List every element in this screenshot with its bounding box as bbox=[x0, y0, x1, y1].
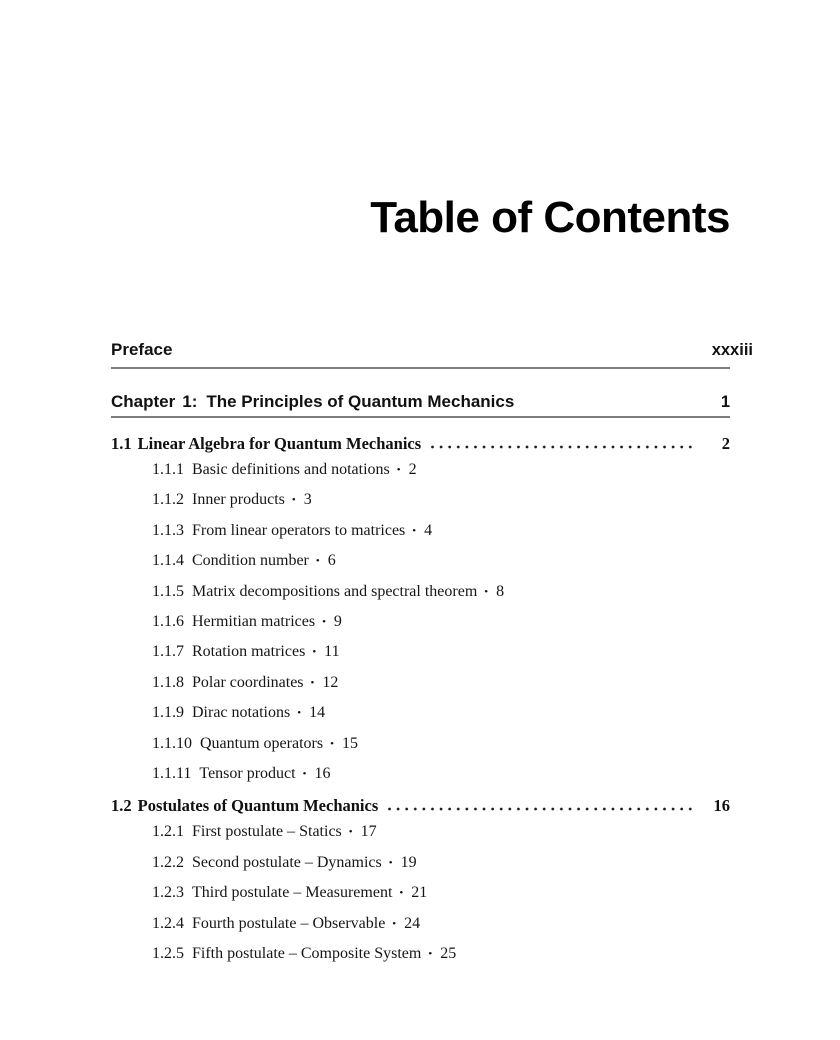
bullet-separator: • bbox=[310, 676, 315, 689]
toc-entry-chapter-1 bbox=[111, 392, 730, 418]
bullet-separator: • bbox=[322, 616, 326, 629]
bullet-separator: • bbox=[484, 585, 489, 598]
subsection-title: Rotation matrices bbox=[192, 643, 306, 661]
section-number: 1.2 bbox=[111, 796, 132, 816]
section-number: 1.1 bbox=[111, 434, 132, 453]
preface-label: Preface bbox=[111, 340, 173, 359]
subsection-title: Matrix decompositions and spectral theorem bbox=[192, 582, 478, 600]
bullet-separator: • bbox=[330, 737, 334, 750]
subsection-number: 1.1.3 bbox=[152, 521, 184, 539]
toc-subsection-row bbox=[152, 668, 730, 698]
section-title: Linear Algebra for Quantum Mechanics bbox=[137, 434, 422, 453]
subsection-title: Tensor product bbox=[199, 765, 296, 783]
subsection-title: Polar coordinates bbox=[192, 673, 304, 691]
subsection-page-number: 24 bbox=[404, 914, 421, 932]
subsection-title: Hermitian matrices bbox=[192, 613, 316, 631]
subsection-page-number: 3 bbox=[303, 491, 312, 509]
bullet-separator: • bbox=[297, 707, 302, 720]
chapter-heading bbox=[111, 392, 514, 412]
subsection-page-number: 19 bbox=[400, 853, 417, 871]
bullet-separator: • bbox=[291, 494, 296, 507]
subsection-number: 1.2.1 bbox=[152, 823, 184, 841]
toc-subsection-row bbox=[152, 637, 730, 667]
chapter-page-number: 1 bbox=[720, 393, 730, 411]
subsection-page-number: 17 bbox=[360, 823, 377, 841]
subsection-number: 1.2.2 bbox=[152, 853, 184, 871]
toc-subsection-row bbox=[152, 848, 730, 878]
toc-sections bbox=[111, 433, 730, 970]
subsection-title: Dirac notations bbox=[192, 704, 291, 722]
bullet-separator: • bbox=[396, 464, 401, 476]
toc-subsection-row bbox=[152, 939, 730, 969]
subsection-title: Third postulate – Measurement bbox=[192, 884, 393, 902]
bullet-separator: • bbox=[312, 646, 317, 659]
toc-subsection-row bbox=[152, 607, 730, 637]
subsection-title: Quantum operators bbox=[200, 734, 324, 752]
toc-subsection-row bbox=[152, 817, 730, 847]
bullet-separator: • bbox=[302, 768, 307, 781]
toc-subsection-row bbox=[152, 455, 730, 485]
toc-section-row bbox=[111, 433, 730, 455]
subsection-title: Second postulate – Dynamics bbox=[192, 853, 382, 871]
bullet-separator: • bbox=[412, 524, 417, 537]
subsection-title: Condition number bbox=[192, 552, 309, 570]
subsection-number: 1.1.4 bbox=[152, 552, 184, 570]
subsection-number: 1.1.9 bbox=[152, 704, 184, 722]
toc-subsection-row bbox=[152, 516, 730, 546]
subsection-number: 1.1.11 bbox=[152, 765, 192, 783]
subsection-number: 1.1.1 bbox=[152, 461, 184, 478]
bullet-separator: • bbox=[399, 887, 404, 900]
subsection-title: Basic definitions and notations bbox=[192, 461, 390, 478]
bullet-separator: • bbox=[388, 856, 393, 869]
toc-entry-preface bbox=[111, 339, 753, 369]
page-title: Table of Contents bbox=[370, 193, 730, 242]
chapter-title: The Principles of Quantum Mechanics bbox=[206, 392, 515, 411]
subsection-title: Inner products bbox=[192, 491, 285, 509]
dot-leader bbox=[388, 805, 691, 813]
bullet-separator: • bbox=[315, 555, 320, 568]
subsection-list bbox=[111, 455, 730, 789]
subsection-number: 1.1.5 bbox=[152, 582, 184, 600]
subsection-title: First postulate – Statics bbox=[192, 823, 342, 841]
bullet-separator: • bbox=[392, 917, 397, 930]
subsection-number: 1.2.5 bbox=[152, 945, 184, 963]
bullet-separator: • bbox=[428, 948, 433, 961]
toc-subsection-row bbox=[152, 878, 730, 908]
subsection-page-number: 2 bbox=[408, 461, 417, 478]
toc-subsection-row bbox=[152, 485, 730, 515]
chapter-label: Chapter bbox=[111, 392, 176, 411]
subsection-page-number: 25 bbox=[440, 945, 457, 963]
chapter-number: 1: bbox=[182, 392, 198, 411]
subsection-number: 1.2.3 bbox=[152, 884, 184, 902]
section-page-number: 2 bbox=[721, 434, 730, 453]
subsection-page-number: 14 bbox=[309, 704, 326, 722]
subsection-number: 1.1.2 bbox=[152, 491, 184, 509]
toc-section-row bbox=[111, 795, 730, 817]
toc-subsection-row bbox=[152, 577, 730, 607]
section-page-number: 16 bbox=[713, 796, 730, 816]
subsection-page-number: 12 bbox=[322, 673, 339, 691]
dot-leader bbox=[431, 443, 694, 451]
subsection-title: Fifth postulate – Composite System bbox=[192, 945, 422, 963]
section-title: Postulates of Quantum Mechanics bbox=[137, 796, 379, 816]
subsection-number: 1.1.6 bbox=[152, 613, 184, 631]
subsection-number: 1.1.8 bbox=[152, 673, 184, 691]
subsection-number: 1.2.4 bbox=[152, 914, 184, 932]
subsection-page-number: 6 bbox=[327, 552, 336, 570]
subsection-title: Fourth postulate – Observable bbox=[192, 914, 386, 932]
subsection-page-number: 21 bbox=[411, 884, 428, 902]
toc-subsection-row bbox=[152, 909, 730, 939]
preface-page-number: xxxiii bbox=[711, 341, 753, 359]
subsection-page-number: 16 bbox=[314, 765, 331, 783]
toc-subsection-row bbox=[152, 698, 730, 728]
subsection-number: 1.1.7 bbox=[152, 643, 184, 661]
subsection-page-number: 9 bbox=[333, 613, 342, 631]
subsection-list bbox=[111, 817, 730, 969]
subsection-number: 1.1.10 bbox=[152, 734, 192, 752]
bullet-separator: • bbox=[348, 826, 353, 839]
toc-subsection-row bbox=[152, 546, 730, 576]
subsection-page-number: 8 bbox=[496, 582, 505, 600]
subsection-page-number: 4 bbox=[424, 521, 433, 539]
toc-subsection-row bbox=[152, 759, 730, 789]
subsection-page-number: 15 bbox=[341, 734, 358, 752]
toc-content bbox=[111, 0, 753, 970]
subsection-page-number: 11 bbox=[324, 643, 340, 661]
toc-subsection-row bbox=[152, 729, 730, 759]
subsection-title: From linear operators to matrices bbox=[192, 521, 406, 539]
